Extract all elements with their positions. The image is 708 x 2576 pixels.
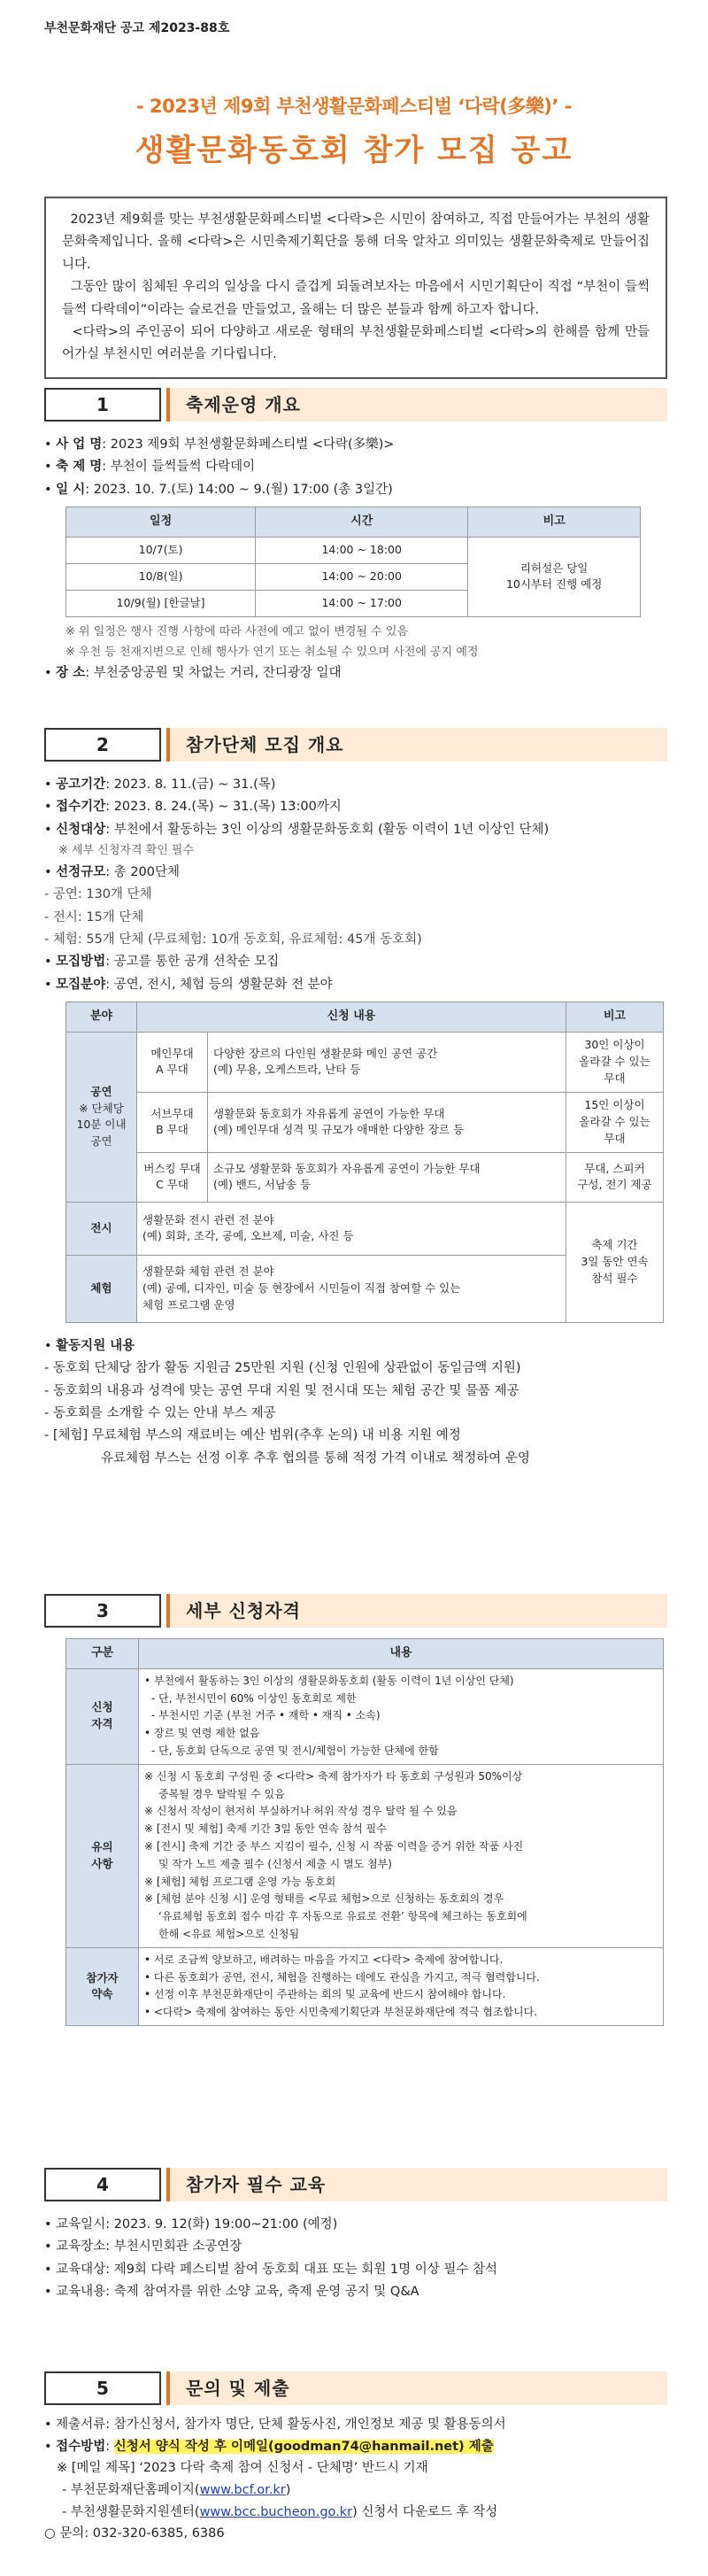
table-row: 10/9(월) [한글날] 14:00 ~ 17:00 [66, 590, 641, 616]
table-row: 유의 사항 ※ 신청 시 동호회 구성원 중 <다락> 축제 참가자가 타 동호회 구성원과 50%이상 중복될 경우 탈락될 수 있음 ※ 신청서 작성이 현저히 부실하거나 허위 작성 경우 탈락 될 수 있음 ※ [전시 및 체험] 축제 기간 3일 동안 연속 참석 필수 ※ [전시] 축제 기간 중 부스 지킴이 필수, 신청 시 작품 이력을 증거 위한 작품 사진 및 작가 노트 제출 필수 (신청서 제출 시 별도 첨부) ※ [체험] 체험 프로그램 운영 가능 동호회 ※ [체험 분야 신청 시] 운영 형태를 <무료 체험>으로 신청하는 동호회의 경우 ‘유료체험 동호회 접수 마감 후 자동으로 유료로 전환’ 항목에 체크하는 동호회에 한해 <유료 체험>으로 신청됨 [66, 1764, 664, 1947]
section-4-body: • 교육일시: 2023. 9. 12(화) 19:00~21:00 (예정) • 교육장소: 부천시민회관 소공연장 • 교육대상: 제9회 다락 페스티벌 참여 동호회 대표 또는 회원 1명 이상 필수 참석 • 교육내용: 축제 참여자를 위한 소양 교육, 축제 운영 공지 및 Q&A [44, 2217, 498, 2300]
section-4-header [44, 2168, 667, 2201]
section-number: 3 [44, 1594, 161, 1628]
section-5-body: • 제출서류: 참가신청서, 참가자 명단, 단체 활동사진, 개인정보 제공 및 활용동의서 • 접수방법: 신청서 양식 작성 후 이메일(goodman74@hanmail.net) 제출 ※ [메일 제목] ‘2023 다락 축제 참여 신청서 - 단체명’ 반드시 기재 - 부천문화재단홈페이지(www.bcf.or.kr) - 부천생활문화지원센터(www.bcc.bucheon.go.kr) 신청서 다운로드 후 작성 ○ 문의: 032-320-6385, 6386 [44, 2414, 667, 2545]
email-submission[interactable]: 신청서 양식 작성 후 이메일(goodman74@hanmail.net) 제출 [113, 2439, 494, 2454]
table-row: 공연 ※ 단체당 10분 이내 공연 메인무대 A 무대 다양한 장르의 다인원 생활문화 메인 공연 공간 (예) 무용, 오케스트라, 난타 등 30인 이상이 올라갈 수 있는 무대 [66, 1032, 664, 1092]
section-1-header [44, 388, 667, 422]
table-row: 10/8(일) 14:00 ~ 20:00 [66, 563, 641, 590]
section-title: 문의 및 제출 [166, 2371, 667, 2405]
section-5-header [44, 2371, 667, 2405]
table-row: 서브무대 B 무대 생활문화 동호회가 자유롭게 공연이 가능한 무대 (예) 메인무대 성격 및 규모가 애매한 다양한 장르 등 15인 이상이 올라갈 수 있는 무대 [66, 1092, 664, 1152]
intro-paragraph: <다락>의 주인공이 되어 다양하고 새로운 형태의 부천생활문화페스티벌 <다락>의 한해를 함께 만들어가실 부천시민 여러분을 기다립니다. [62, 324, 650, 362]
bcf-website-link[interactable]: www.bcf.or.kr [199, 2482, 286, 2497]
section-title: 참가자 필수 교육 [166, 2168, 667, 2201]
contact-info: ○ 문의: 032-320-6385, 6386 [44, 2526, 225, 2541]
section-number: 1 [44, 388, 161, 422]
section-title: 세부 신청자격 [166, 1594, 667, 1628]
eligibility-table: 구분 내용 신청 자격 • 부천에서 활동하는 3인 이상의 생활문화동호회 (활동 이력이 1년 이상인 단체) - 단, 부천시민이 60% 이상인 동호회로 제한 - 부천시민 기준 (부천 거주 • 재학 • 재직 • 소속) • 장르 및 연령 제한 없음 - 단, 동호회 단독으로 공연 및 전시/체험이 가능한 단체에 한함 유의 사항 ※ 신청 시 동호회 구성원 중 <다락> 축제 참가자가 타 동호회 구성원과 50%이상 중복될 경우 탈락될 수 있음 ※ 신청서 작성이 현저히 부실하거나 허위 작성 경우 탈락 될 수 있음 ※ [전시 및 체험] 축제 기간 3일 동안 연속 참석 필수 ※ [전시] 축제 기간 중 부스 지킴이 필수, 신청 시 작품 이력을 증거 위한 작품 사진 및 작가 노트 제출 필수 (신청서 제출 시 별도 첨부) ※ [체험] 체험 프로그램 운영 가능 동호회 ※ [체험 분야 신청 시] 운영 형태를 <무료 체험>으로 신청하는 동호회의 경우 ‘유료체험 동호회 접수 마감 후 자동으로 유료로 전환’ 항목에 체크하는 동호회에 한해 <유료 체험>으로 신청됨 참가자 약속 • 서로 조금씩 양보하고, 배려하는 마음을 가지고 <다락> 축제에 참여합니다. • 다른 동호회가 공연, 전시, 체험을 진행하는 데에도 관심을 가지고, 적극 협력합니다. • 선정 이후 부천문화재단이 주관하는 회의 및 교육에 반드시 참여해야 합니다. • <다락> 축제에 참여하는 동안 시민축제기획단과 부천문화재단에 적극 협조합니다. [65, 1638, 664, 2026]
table-row: 참가자 약속 • 서로 조금씩 양보하고, 배려하는 마음을 가지고 <다락> 축제에 참여합니다. • 다른 동호회가 공연, 전시, 체험을 진행하는 데에도 관심을 가지고, 적극 협력합니다. • 선정 이후 부천문화재단이 주관하는 회의 및 교육에 반드시 참여해야 합니다. • <다락> 축제에 참여하는 동안 시민축제기획단과 부천문화재단에 적극 협조합니다. [66, 1947, 664, 2025]
bcc-website-link[interactable]: www.bcc.bucheon.go.kr [199, 2504, 353, 2519]
section-title: 축제운영 개요 [166, 388, 667, 422]
announcement-subtitle: - 2023년 제9회 부천생활문화페스티벌 ‘다락(多樂)’ - [136, 96, 572, 117]
section-1-body: • 사 업 명: 2023 제9회 부천생활문화페스티벌 <다락(多樂)> • 축 제 명: 부천이 들썩들썩 다락데이 • 일 시: 2023. 10. 7.(토) 14:00 ~ 9.(월) 17:00 (총 3일간) 일정 시간 비고 10/7(토) 14:00 ~ 18:00 리허설은 당일 10시부터 진행 예정 10/8(일) 14:00 ~ 20:00 10/9(월) [한글날] 14:00 ~ 17:00 ※ 위 일정은 행사 진행 사항에 따라 사전에 예고 없이 변경될 수 있음 ※ 우천 등 천재지변으로 인해 행사가 연기 또는 취소될 수 있으며 사전에 공지 예정 • 장 소: 부천중앙공원 및 차없는 거리, 잔디광장 일대 [44, 434, 667, 685]
section-3-header [44, 1594, 667, 1628]
table-row: 전시 생활문화 전시 관련 전 분야 (예) 회화, 조각, 공예, 오브제, 미술, 사진 등 축제 기간 3일 동안 연속 참석 필수 [66, 1202, 664, 1255]
section-number: 2 [44, 728, 161, 762]
section-title: 참가단체 모집 개요 [166, 728, 667, 762]
field-table: 분야 신청 내용 비고 공연 ※ 단체당 10분 이내 공연 메인무대 A 무대 다양한 장르의 다인원 생활문화 메인 공연 공간 (예) 무용, 오케스트라, 난타 등 30인 이상이 올라갈 수 있는 무대 서브무대 B 무대 생활문화 동호회가 자유롭게 공연이 가능한 무대 (예) 메인무대 성격 및 규모가 애매한 다양한 장르 등 15인 이상이 올라갈 수 있는 무대 버스킹 무대 C 무대 소규모 생활문화 동호회가 자유롭게 공연이 가능한 무대 (예) 밴드, 서남송 등 무대, 스피커 구성, 전기 제공 전시 생활문화 전시 관련 전 분야 (예) 회화, 조각, 공예, 오브제, 미술, 사진 등 축제 기간 3일 동안 연속 참석 필수 체험 생활문화 체험 관련 전 분야 (예) 공예, 디자인, 미술 등 현장에서 시민들이 직접 참여할 수 있는 체험 프로그램 운영 [65, 1002, 664, 1323]
notice-number: 부천문화재단 공고 제2023-88호 [44, 21, 230, 35]
table-row: 버스킹 무대 C 무대 소규모 생활문화 동호회가 자유롭게 공연이 가능한 무대 (예) 밴드, 서남송 등 무대, 스피커 구성, 전기 제공 [66, 1152, 664, 1202]
table-row: 10/7(토) 14:00 ~ 18:00 리허설은 당일 10시부터 진행 예정 [66, 537, 641, 563]
section-number: 5 [44, 2371, 161, 2405]
intro-paragraph: 그동안 많이 침체된 우리의 일상을 다시 즐겁게 되돌려보자는 마음에서 시민기획단이 직접 “부천이 들썩들썩 다락데이”이라는 슬로건을 만들었고, 올해는 더 많은 분들과 함께 하고자 합니다. [62, 280, 650, 317]
section-3-body [65, 1638, 664, 2026]
intro-paragraph: 2023년 제9회를 맞는 부천생활문화페스티벌 <다락>은 시민이 참여하고, 직접 만들어가는 부천의 생활문화축제입니다. 올해 <다락>은 시민축제기획단을 통해 더욱 알차고 의미있는 생활문화축제로 만들어집니다. [62, 213, 650, 272]
schedule-table: 일정 시간 비고 10/7(토) 14:00 ~ 18:00 리허설은 당일 10시부터 진행 예정 10/8(일) 14:00 ~ 20:00 10/9(월) [한글날] 14:00 ~ 17:00 [65, 507, 641, 617]
announcement-title: 생활문화동호회 참가 모집 공고 [135, 133, 573, 168]
table-row: 체험 생활문화 체험 관련 전 분야 (예) 공예, 디자인, 미술 등 현장에서 시민들이 직접 참여할 수 있는 체험 프로그램 운영 [66, 1255, 664, 1322]
section-2-header [44, 728, 667, 762]
intro-box [44, 197, 667, 379]
section-2-body: • 공고기간: 2023. 8. 11.(금) ~ 31.(목) • 접수기간: 2023. 8. 24.(목) ~ 31.(목) 13:00까지 • 신청대상: 부천에서 활동하는 3인 이상의 생활문화동호회 (활동 이력이 1년 이상인 단체) ※ 세부 신청자격 확인 필수 • 선정규모: 총 200단체 - 공연: 130개 단체 - 전시: 15개 단체 - 체험: 55개 단체 (무료체험: 10개 동호회, 유료체험: 45개 동호회) • 모집방법: 공고를 통한 공개 선착순 모집 • 모집분야: 공연, 전시, 체험 등의 생활문화 전 분야 분야 신청 내용 비고 공연 ※ 단체당 10분 이내 공연 메인무대 A 무대 다양한 장르의 다인원 생활문화 메인 공연 공간 (예) 무용, 오케스트라, 난타 등 30인 이상이 올라갈 수 있는 무대 서브무대 B 무대 생활문화 동호회가 자유롭게 공연이 가능한 무대 (예) 메인무대 성격 및 규모가 애매한 다양한 장르 등 15인 이상이 올라갈 수 있는 무대 버스킹 무대 C 무대 소규모 생활문화 동호회가 자유롭게 공연이 가능한 무대 (예) 밴드, 서남송 등 무대, 스피커 구성, 전기 제공 전시 생활문화 전시 관련 전 분야 (예) 회화, 조각, 공예, 오브제, 미술, 사진 등 축제 기간 3일 동안 연속 참석 필수 체험 생활문화 체험 관련 전 분야 (예) 공예, 디자인, 미술 등 현장에서 시민들이 직접 참여할 수 있는 체험 프로그램 운영 • 활동지원 내용 - 동호회 단체당 참가 활동 지원금 25만원 지원 (신청 인원에 상관없이 동일금액 지원) - 동호회의 내용과 성격에 맞는 공연 무대 지원 및 전시대 또는 체험 공간 및 물품 제공 - 동호회를 소개할 수 있는 안내 부스 제공 - [체험] 무료체험 부스의 재료비는 예산 범위(추후 논의) 내 비용 지원 예정 유료체험 부스는 선정 이후 추후 협의를 통해 적정 가격 이내로 책정하여 운영 [44, 774, 667, 1470]
section-number: 4 [44, 2168, 161, 2201]
table-row: 신청 자격 • 부천에서 활동하는 3인 이상의 생활문화동호회 (활동 이력이 1년 이상인 단체) - 단, 부천시민이 60% 이상인 동호회로 제한 - 부천시민 기준 (부천 거주 • 재학 • 재직 • 소속) • 장르 및 연령 제한 없음 - 단, 동호회 단독으로 공연 및 전시/체험이 가능한 단체에 한함 [66, 1668, 664, 1764]
